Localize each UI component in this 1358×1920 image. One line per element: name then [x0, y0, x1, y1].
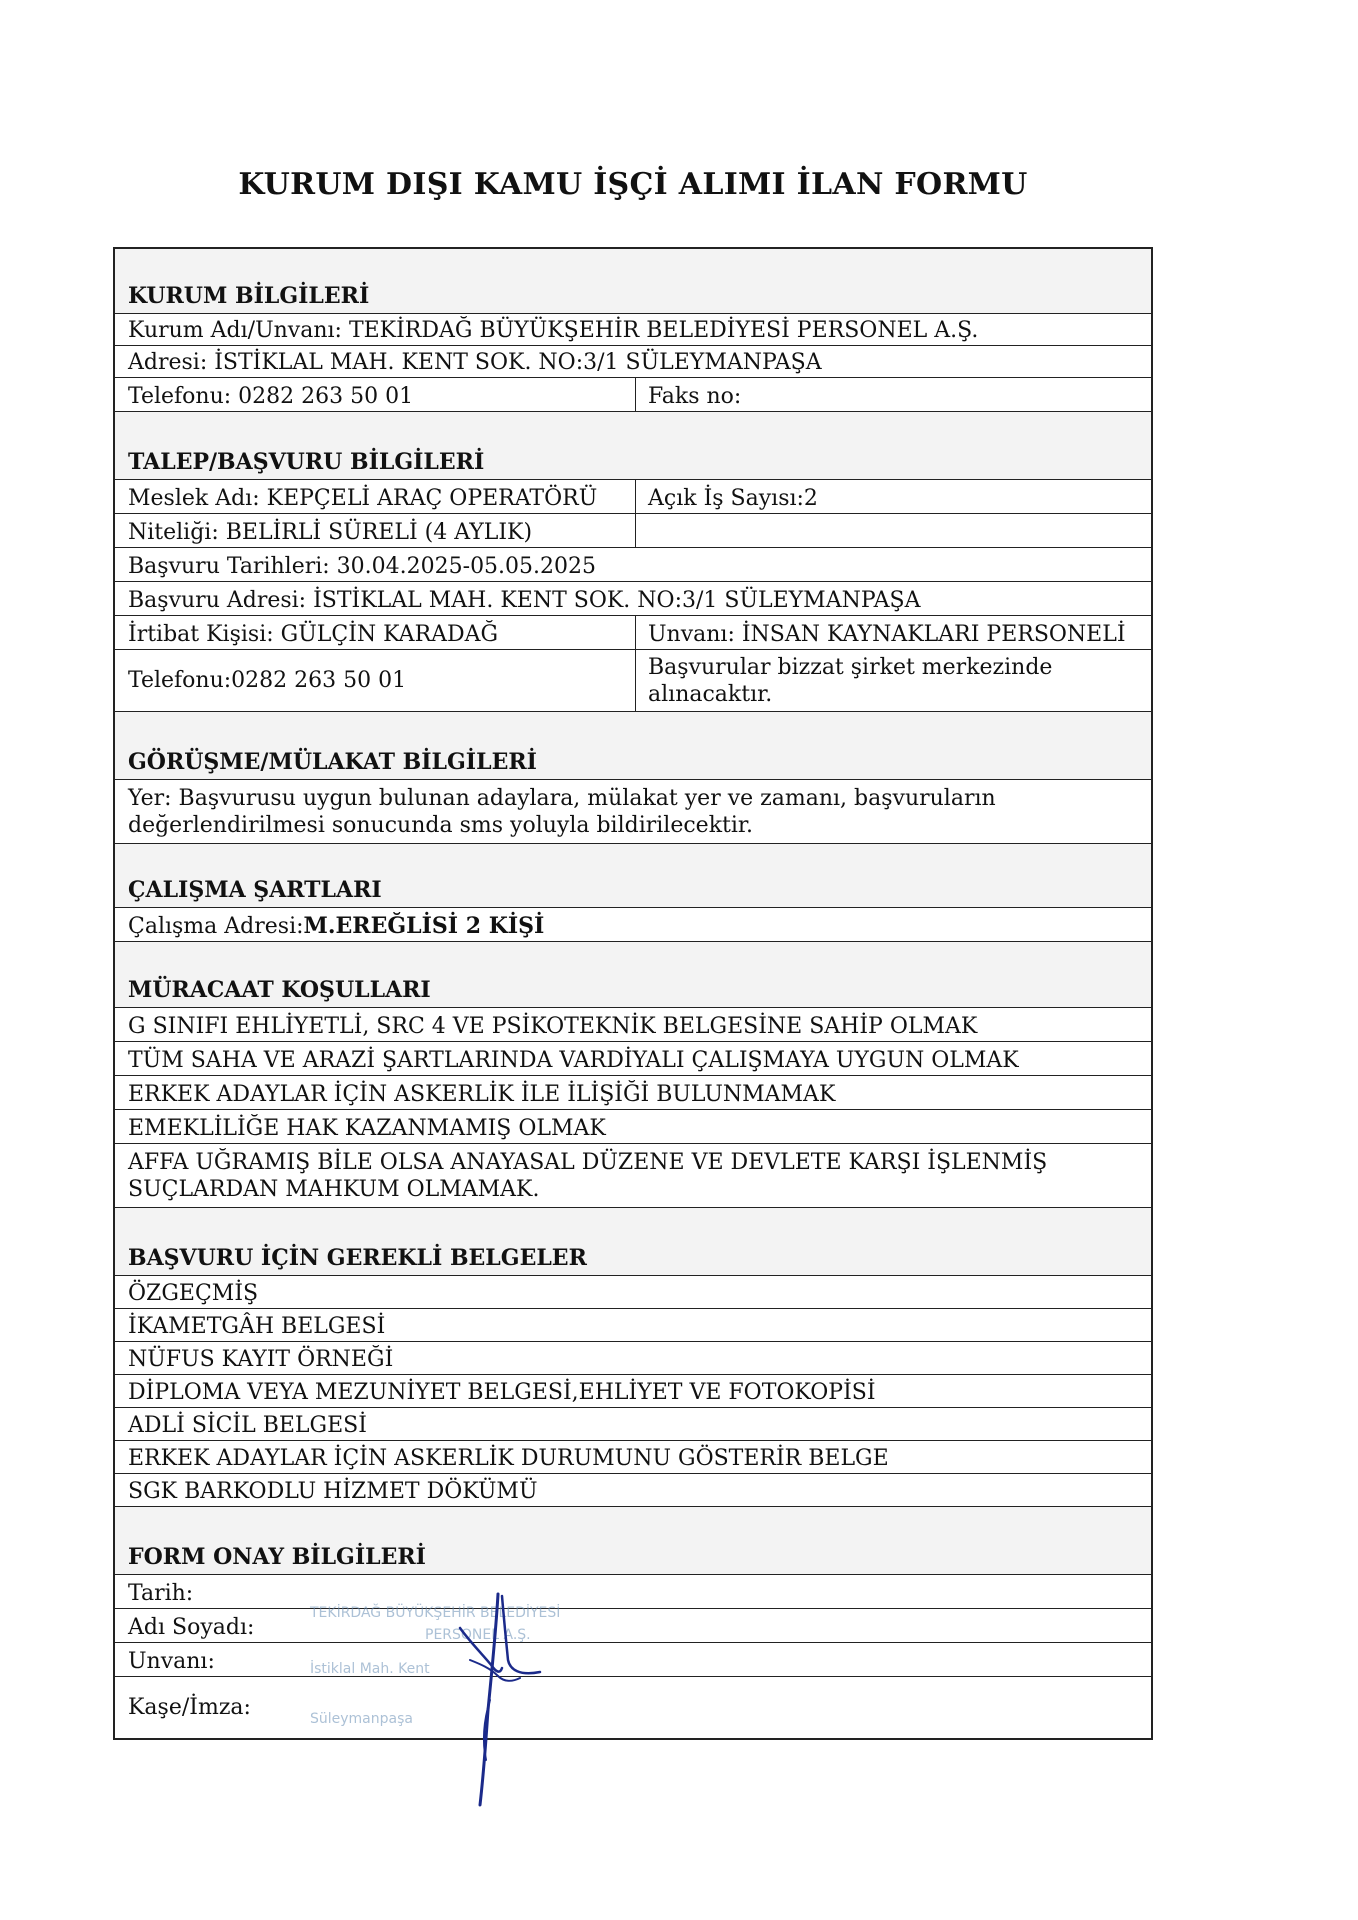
- open-positions: Açık İş Sayısı:2: [648, 486, 818, 511]
- section-header-gorusme: [113, 711, 1153, 779]
- section-title: MÜRACAAT KOŞULLARI: [128, 977, 431, 1003]
- application-note: Başvurular bizzat şirket merkezinde alınacaktır.: [648, 654, 1053, 707]
- job-title: Meslek Adı: KEPÇELİ ARAÇ OPERATÖRÜ: [128, 486, 598, 511]
- work-address-label: Çalışma Adresi:: [128, 914, 304, 939]
- talep-nature-row: [113, 513, 1153, 547]
- contact-phone: Telefonu:0282 263 50 01: [128, 668, 407, 693]
- job-nature: Niteliği: BELİRLİ SÜRELİ (4 AYLIK): [128, 520, 533, 545]
- document-item: SGK BARKODLU HİZMET DÖKÜMÜ: [128, 1479, 538, 1504]
- section-header-calisma: [113, 843, 1153, 907]
- job-posting-form: [113, 247, 1153, 1747]
- document-item: ADLİ SİCİL BELGESİ: [128, 1413, 367, 1438]
- talep-contact-row: [113, 615, 1153, 649]
- list-item: [113, 1041, 1153, 1075]
- section-header-talep: [113, 411, 1153, 479]
- section-title: TALEP/BAŞVURU BİLGİLERİ: [128, 449, 485, 475]
- list-item: [113, 1109, 1153, 1143]
- section-header-kurum: [113, 247, 1153, 313]
- kurum-address-row: [113, 345, 1153, 377]
- list-item: [113, 1473, 1153, 1506]
- section-header-onay: [113, 1506, 1153, 1574]
- handwritten-signature: [440, 1590, 550, 1810]
- section-header-belgeler: [113, 1207, 1153, 1275]
- stamp-line: PERSONEL A.Ş.: [425, 1627, 531, 1643]
- kurum-phone-row: [113, 377, 1153, 411]
- talep-job-row: [113, 479, 1153, 513]
- list-item: [113, 1007, 1153, 1041]
- application-address: Başvuru Adresi: İSTİKLAL MAH. KENT SOK. NO:3/1 SÜLEYMANPAŞA: [128, 588, 921, 613]
- calisma-address-row: [113, 907, 1153, 941]
- list-item: [113, 1440, 1153, 1473]
- requirement-text: G SINIFI EHLİYETLİ, SRC 4 VE PSİKOTEKNİK BELGESİNE SAHİP OLMAK: [128, 1014, 978, 1039]
- requirement-text: AFFA UĞRAMIŞ BİLE OLSA ANAYASAL DÜZENE VE DEVLETE KARŞI İŞLENMİŞ SUÇLARDAN MAHKUM OLMAMAK.: [128, 1149, 1048, 1202]
- kurum-name-row: [113, 313, 1153, 345]
- document-item: DİPLOMA VEYA MEZUNİYET BELGESİ,EHLİYET VE FOTOKOPİSİ: [128, 1380, 876, 1405]
- approval-name-label: Adı Soyadı:: [128, 1615, 255, 1640]
- list-item: [113, 1308, 1153, 1341]
- document-item: ERKEK ADAYLAR İÇİN ASKERLİK DURUMUNU GÖSTERİR BELGE: [128, 1446, 889, 1471]
- stamp-line: TEKİRDAĞ BÜYÜKŞEHİR BELEDİYESİ: [310, 1605, 561, 1621]
- document-item: İKAMETGÂH BELGESİ: [128, 1314, 386, 1339]
- gorusme-place-row: [113, 779, 1153, 843]
- list-item: [113, 1407, 1153, 1440]
- list-item: [113, 1341, 1153, 1374]
- list-item: [113, 1075, 1153, 1109]
- institution-name: Kurum Adı/Unvanı: TEKİRDAĞ BÜYÜKŞEHİR BELEDİYESİ PERSONEL A.Ş.: [128, 318, 979, 343]
- approval-date-label: Tarih:: [128, 1581, 194, 1606]
- section-title: BAŞVURU İÇİN GEREKLİ BELGELER: [128, 1245, 587, 1271]
- work-address-value: M.EREĞLİSİ 2 KİŞİ: [303, 913, 545, 939]
- stamp-line: İstiklal Mah. Kent: [310, 1661, 430, 1677]
- talep-phone-row: [113, 649, 1153, 711]
- approval-title-label: Unvanı:: [128, 1649, 215, 1674]
- requirement-text: ERKEK ADAYLAR İÇİN ASKERLİK İLE İLİŞİĞİ BULUNMAMAK: [128, 1082, 836, 1107]
- application-dates: Başvuru Tarihleri: 30.04.2025-05.05.2025: [128, 554, 597, 579]
- stamp-line: Süleymanpaşa: [310, 1711, 413, 1727]
- talep-dates-row: [113, 547, 1153, 581]
- requirement-text: TÜM SAHA VE ARAZİ ŞARTLARINDA VARDİYALI ÇALIŞMAYA UYGUN OLMAK: [128, 1048, 1019, 1073]
- institution-phone: Telefonu: 0282 263 50 01: [128, 384, 414, 409]
- section-header-muracaat: [113, 941, 1153, 1007]
- section-title: ÇALIŞMA ŞARTLARI: [128, 877, 382, 903]
- document-item: ÖZGEÇMİŞ: [128, 1281, 259, 1306]
- list-item: [113, 1374, 1153, 1407]
- institution-fax: Faks no:: [648, 384, 742, 409]
- list-item: [113, 1275, 1153, 1308]
- requirement-text: EMEKLİLİĞE HAK KAZANMAMIŞ OLMAK: [128, 1116, 606, 1141]
- document-title: KURUM DIŞI KAMU İŞÇİ ALIMI İLAN FORMU: [238, 167, 1028, 202]
- contact-person: İrtibat Kişisi: GÜLÇİN KARADAĞ: [128, 622, 499, 647]
- contact-title: Unvanı: İNSAN KAYNAKLARI PERSONELİ: [648, 622, 1126, 647]
- talep-address-row: [113, 581, 1153, 615]
- document-item: NÜFUS KAYIT ÖRNEĞİ: [128, 1347, 394, 1372]
- section-title: FORM ONAY BİLGİLERİ: [128, 1544, 426, 1570]
- institution-address: Adresi: İSTİKLAL MAH. KENT SOK. NO:3/1 SÜLEYMANPAŞA: [128, 350, 822, 375]
- list-item: [113, 1143, 1153, 1207]
- approval-stamp-label: Kaşe/İmza:: [128, 1695, 251, 1720]
- section-title: KURUM BİLGİLERİ: [128, 283, 370, 309]
- interview-place: Yer: Başvurusu uygun bulunan adaylara, mülakat yer ve zamanı, başvuruların değerlendirilmesi sonucunda sms yoluyla bildirilecektir.: [128, 785, 996, 838]
- section-title: GÖRÜŞME/MÜLAKAT BİLGİLERİ: [128, 749, 537, 775]
